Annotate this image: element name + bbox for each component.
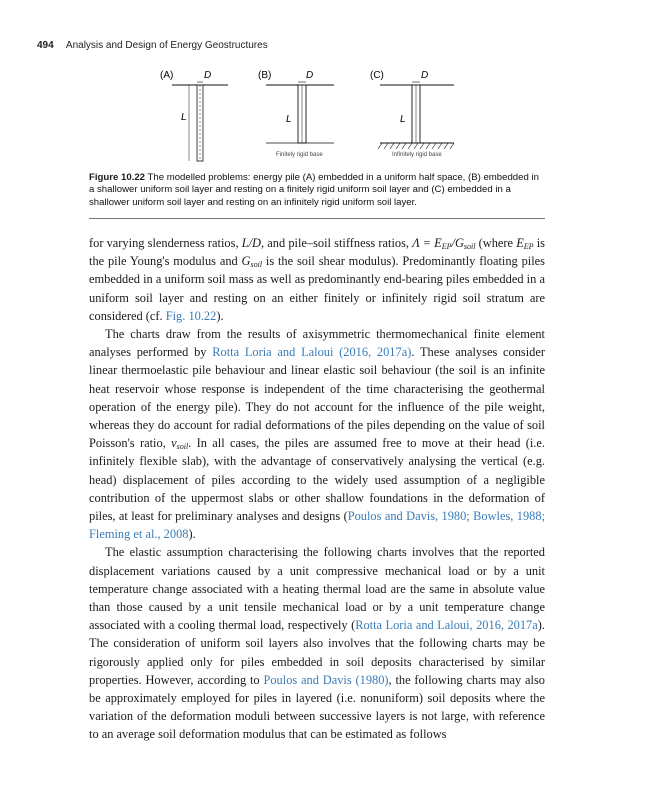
panel-a-d-label: D [204, 70, 212, 81]
p1-lambda: Λ = E [412, 236, 442, 250]
figure-diagram [40, 66, 600, 166]
p1-text-6: ). [216, 308, 224, 323]
panel-c [370, 70, 454, 158]
figure-reference-link[interactable]: Fig. 10.22 [165, 308, 217, 323]
paragraph-1 [89, 234, 545, 325]
p1-text-2: , and pile–soil stiffness ratios, [261, 236, 413, 250]
panel-b [258, 70, 334, 158]
p1-g: G [241, 254, 251, 269]
p2-sub-soil: soil [176, 442, 189, 452]
caption-rule [89, 218, 545, 219]
caption-text: The modelled problems: energy pile (A) embedded in a uniform half space, (B) embedded in a shallower uniform soil layer and resting on a finitely rigid uniform soil layer and (C) embedded in a shallower uniform soil layer and resting on an infinitely rigid uniform soil layer. [89, 172, 539, 208]
panel-b-base-label: Finitely rigid base [276, 152, 323, 158]
p2-nu-soil [171, 436, 188, 450]
panel-c-l-label: L [400, 114, 406, 125]
p1-text-1: for varying slenderness ratios, [89, 236, 242, 250]
panel-a-l-label: L [181, 112, 187, 123]
citation-rotta-loria-laloui-2016-2017a[interactable]: Rotta Loria and Laloui (2016, 2017a) [212, 345, 412, 360]
paragraph-3 [89, 543, 545, 743]
p2-text-2: . These analyses consider linear thermoelastic pile behaviour and linear elastic soil behaviour (the soil is an infinite heat reservoir whose response is independent of the time characterising the geothermal operation of the energy pile). They do not account for the influence of the pile weight, whereas they do account for radial deformations of the piles depending on the value of soil Poisson's ratio, [89, 345, 545, 451]
p1-text-4: is the pile Young's modulus and [89, 236, 546, 269]
p1-sub-ep: EP [441, 242, 452, 251]
p1-sub-ep-2: EP [523, 242, 534, 251]
panel-b-d-label: D [306, 70, 314, 81]
page-number: 494 [37, 40, 54, 51]
running-header [37, 40, 268, 51]
panel-a-label: (A) [160, 70, 174, 81]
panel-a [160, 70, 228, 161]
panel-b-label: (B) [258, 70, 272, 81]
figure-caption [89, 172, 545, 209]
citation-poulos-davis-1980[interactable]: Poulos and Davis (1980) [263, 672, 389, 687]
p1-e-ep [516, 236, 533, 250]
p1-sub-soil-2: soil [250, 260, 263, 270]
panel-c-d-label: D [421, 70, 429, 81]
panel-c-hatching [378, 143, 454, 149]
caption-label: Figure 10.22 [89, 172, 145, 183]
figure-10-22 [40, 66, 600, 166]
p2-text-4: ). [188, 527, 196, 542]
p2-text-1: The charts draw from the results of axisymmetric thermomechanical finite element analyses performed by [89, 327, 545, 360]
panel-c-label: (C) [370, 70, 384, 81]
p1-slenderness-ratio: L/D [241, 236, 261, 250]
paragraph-2 [89, 325, 545, 543]
p1-slash-g: /G [451, 236, 464, 250]
body-text [89, 234, 545, 744]
citation-rotta-loria-laloui-2016-2017a-b[interactable]: Rotta Loria and Laloui, 2016, 2017a [355, 618, 538, 633]
p1-stiffness-ratio [412, 236, 475, 250]
p3-text-2: ). The consideration of uniform soil layers also involves that the following charts may be rigorously applied only for piles embedded in soil deposits characterised by similar properties. However, according to [89, 618, 545, 687]
p3-text-1: The elastic assumption characterising the following charts involves that the reported displacement variations caused by a unit compressive mechanical load or by a unit temperature change associated with a heating thermal load are the same in absolute value than those caused by a unit tensile mechanical load or by a unit temperature change associated with a cooling thermal load, respectively ( [89, 545, 545, 633]
p2-text-3: . In all cases, the piles are assumed free to move at their head (i.e. infinitely flexible slab), with the advantage of conservatively analysing the vertical (e.g. head) displacement of piles according to the widely used assumption of a negligible contribution of the uppermost slabs or other shallow foundations in the deformation of piles, at least for preliminary analyses and designs ( [89, 436, 546, 524]
running-title: Analysis and Design of Energy Geostructures [65, 40, 268, 51]
p2-nu: ν [171, 436, 177, 451]
panel-c-base-label: Infinitely rigid base [392, 152, 442, 158]
p1-g-soil [242, 254, 263, 268]
citation-poulos-bowles-fleming[interactable]: Poulos and Davis, 1980; Bowles, 1988; Fleming et al., 2008 [89, 509, 546, 542]
p1-text-3: (where [475, 236, 517, 250]
p1-sub-soil: soil [463, 242, 476, 251]
p1-text-5: is the soil shear modulus). Predominantly floating piles embedded in a uniform soil mass as well as predominantly end-bearing piles embedded in a uniform soil layer and resting on an either finitely or infinitely rigid soil stratum are considered (cf. [89, 254, 545, 323]
p3-text-3: , the following charts may also be approximately employed for piles in layered (i.e. nonuniform) soil deposits where the variation of the deformation moduli between successive layers is not large, with reference to an average soil deformation modulus that can be estimated as follows [89, 672, 545, 742]
panel-b-l-label: L [286, 114, 292, 125]
p1-e: E [516, 236, 524, 250]
